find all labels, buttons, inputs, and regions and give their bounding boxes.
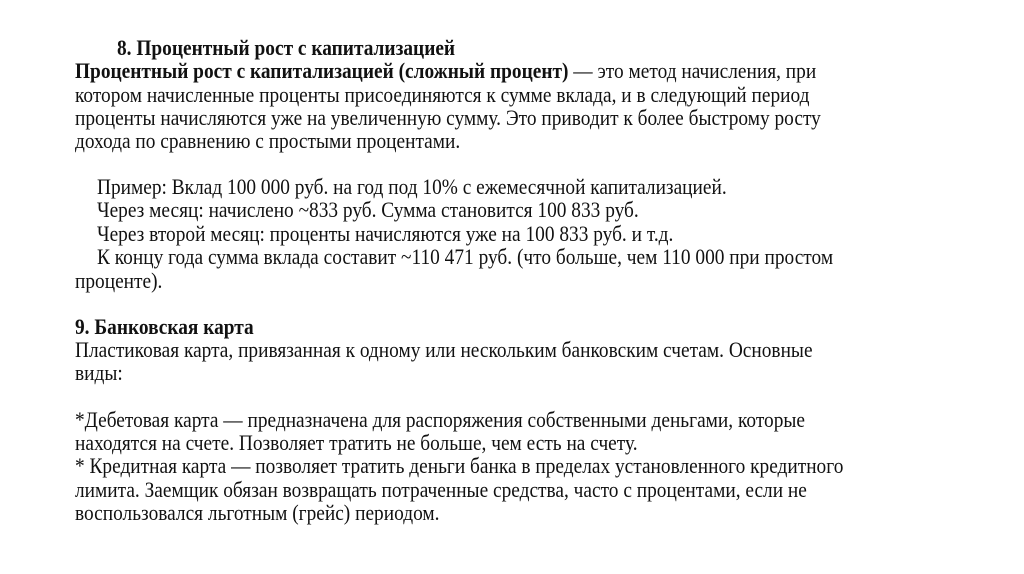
definition-line xyxy=(75,59,816,83)
example-line: К концу года сумма вклада составит ~110 471 руб. (что больше, чем 110 000 при простом xyxy=(97,244,834,269)
bullet-line: *Дебетовая карта — предназначена для распоряжения собственными деньгами, которые xyxy=(75,407,805,432)
definition-term: Процентный рост с капитализацией (сложный процент) xyxy=(75,58,569,83)
bullet-line: * Кредитная карта — позволяет тратить деньги банка в пределах установленного кредитного xyxy=(75,453,844,478)
paragraph-line: виды: xyxy=(75,360,123,385)
example-line: Через месяц: начислено ~833 руб. Сумма становится 100 833 руб. xyxy=(97,197,639,222)
bullet-line: воспользовался льготным (грейс) периодом. xyxy=(75,500,440,525)
bullet-line: находятся на счете. Позволяет тратить не больше, чем есть на счету. xyxy=(75,430,638,455)
paragraph-line: Пластиковая карта, привязанная к одному или нескольким банковским счетам. Основные xyxy=(75,337,813,362)
paragraph-line: котором начисленные проценты присоединяются к сумме вклада, и в следующий период xyxy=(75,82,810,107)
section-8-title: 8. Процентный рост с капитализацией xyxy=(117,35,456,60)
paragraph-line: дохода по сравнению с простыми процентами. xyxy=(75,128,461,153)
paragraph-line: проценты начисляются уже на увеличенную сумму. Это приводит к более быстрому росту xyxy=(75,105,821,130)
definition-text: — это метод начисления, при xyxy=(568,58,817,83)
section-9-title: 9. Банковская карта xyxy=(75,314,254,339)
example-line: проценте). xyxy=(75,268,163,293)
bullet-line: лимита. Заемщик обязан возвращать потраченные средства, часто с процентами, если не xyxy=(75,477,807,502)
example-line: Через второй месяц: проценты начисляются уже на 100 833 руб. и т.д. xyxy=(97,221,674,246)
example-line: Пример: Вклад 100 000 руб. на год под 10% с ежемесячной капитализацией. xyxy=(97,174,727,199)
